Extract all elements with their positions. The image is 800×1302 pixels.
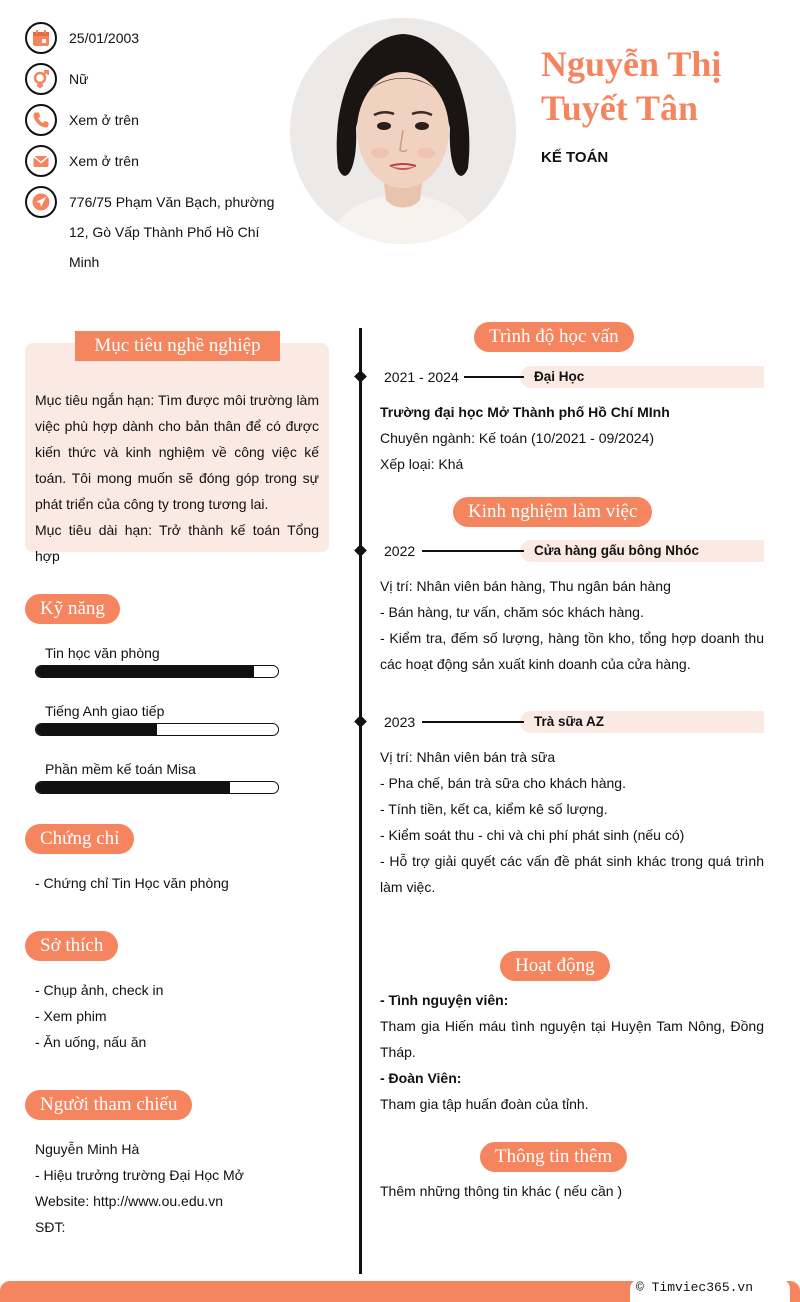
skill-bar — [35, 723, 279, 736]
skill-bar-fill — [36, 782, 230, 793]
job-company: Trà sữa AZ — [534, 714, 605, 729]
contact-address — [25, 186, 274, 277]
timeline-marker — [354, 370, 367, 383]
contact-phone — [25, 104, 139, 136]
skill-bar-fill — [36, 666, 254, 677]
job-line: Vị trí: Nhân viên bán hàng, Thu ngân bán hàng — [380, 578, 671, 594]
job-company: Cửa hàng gấu bông Nhóc — [534, 543, 700, 558]
address-text — [69, 186, 274, 277]
certificates-title: Chứng chỉ — [25, 824, 134, 854]
location-icon — [25, 186, 57, 218]
address-line: 12, Gò Vấp Thành Phố Hồ Chí — [69, 224, 260, 240]
job-details — [380, 573, 764, 677]
additional-title: Thông tin thêm — [480, 1142, 627, 1172]
objective-short-term: Mục tiêu ngắn hạn: Tìm được môi trường làm việc phù hợp dành cho bản thân để có được kiến thức và kinh nghiệm về công việc kế toán. Tôi mong muốn sẽ đóng góp trong sự phát triển của công ty trong tương lai. — [35, 392, 319, 512]
contact-email — [25, 145, 139, 177]
job-line: - Hỗ trợ giải quyết các vấn đề phát sinh khác trong quá trình làm việc. — [380, 853, 764, 895]
education-title: Trình độ học vấn — [474, 322, 634, 352]
job-year: 2023 — [384, 711, 417, 733]
gender-text: Nữ — [69, 71, 89, 87]
reference-line: Nguyễn Minh Hà — [35, 1141, 140, 1157]
hobby-item: - Ăn uống, nấu ăn — [35, 1034, 147, 1050]
hobbies-list — [35, 977, 163, 1055]
birthday-text: 25/01/2003 — [69, 30, 140, 46]
timeline-marker — [354, 715, 367, 728]
hobbies-title: Sở thích — [25, 931, 118, 961]
references-title: Người tham chiếu — [25, 1090, 192, 1120]
education-school: Trường đại học Mở Thành phố Hồ Chí MInh — [380, 404, 670, 420]
skill-name: Tin học văn phòng — [45, 645, 160, 661]
volunteer-label: - Tình nguyện viên: — [380, 992, 509, 1008]
experience-row — [380, 540, 764, 562]
hobby-item: - Xem phim — [35, 1008, 107, 1024]
experience-row — [380, 711, 764, 733]
objective-title: Mục tiêu nghề nghiệp — [75, 331, 280, 361]
job-line: Vị trí: Nhân viên bán trà sữa — [380, 749, 556, 765]
name-line: Tuyết Tân — [541, 88, 699, 128]
skill-bar — [35, 781, 279, 794]
job-year: 2022 — [384, 540, 417, 562]
candidate-name — [541, 42, 791, 130]
certificate-item: - Chứng chỉ Tin Học văn phòng — [35, 875, 229, 891]
education-major: Chuyên ngành: Kế toán (10/2021 - 09/2024) — [380, 430, 654, 446]
skill-bar-fill — [36, 724, 157, 735]
address-line: Minh — [69, 254, 100, 270]
timeline-marker — [354, 544, 367, 557]
reference-line: SĐT: — [35, 1219, 66, 1235]
education-period: 2021 - 2024 — [384, 366, 461, 388]
objective-text — [35, 387, 319, 569]
job-line: - Tính tiền, kết ca, kiểm kê số lượng. — [380, 801, 608, 817]
row-connector — [422, 721, 524, 723]
activities-title: Hoạt động — [500, 951, 610, 981]
gender-icon — [25, 63, 57, 95]
row-connector — [464, 376, 524, 378]
education-degree: Đại Học — [534, 369, 585, 384]
calendar-icon — [25, 22, 57, 54]
job-title: KẾ TOÁN — [541, 149, 609, 166]
references-list — [35, 1136, 244, 1240]
email-text: Xem ở trên — [69, 153, 139, 169]
union-text: Tham gia tập huấn đoàn của tỉnh. — [380, 1096, 589, 1112]
activities-details — [380, 987, 764, 1117]
volunteer-text: Tham gia Hiến máu tình nguyện tại Huyện Tam Nông, Đồng Tháp. — [380, 1018, 764, 1060]
job-details — [380, 744, 764, 900]
row-connector — [422, 550, 524, 552]
job-line: - Kiểm tra, đếm số lượng, hàng tồn kho, tổng hợp doanh thu các hoạt động sản xuất kinh doanh của cửa hàng. — [380, 630, 764, 672]
skill-name: Phần mềm kế toán Misa — [45, 761, 196, 777]
skills-title: Kỹ năng — [25, 594, 120, 624]
objective-long-term: Mục tiêu dài hạn: Trở thành kế toán Tổng hợp — [35, 522, 319, 564]
mail-icon — [25, 145, 57, 177]
education-grade: Xếp loại: Khá — [380, 456, 464, 472]
hobby-item: - Chụp ảnh, check in — [35, 982, 164, 998]
contact-birthday — [25, 22, 139, 54]
name-line: Nguyễn Thị — [541, 44, 722, 84]
phone-text: Xem ở trên — [69, 112, 139, 128]
contact-gender — [25, 63, 88, 95]
job-line: - Kiểm soát thu - chi và chi phí phát sinh (nếu có) — [380, 827, 685, 843]
address-line: 776/75 Phạm Văn Bạch, phường — [69, 194, 275, 210]
timeline-line — [359, 328, 362, 1274]
job-line: - Bán hàng, tư vấn, chăm sóc khách hàng. — [380, 604, 644, 620]
experience-title: Kinh nghiệm làm việc — [453, 497, 652, 527]
footer-credit: © Timviec365.vn — [636, 1280, 754, 1295]
profile-photo — [290, 18, 516, 244]
reference-line: - Hiệu trưởng trường Đại Học Mở — [35, 1167, 244, 1183]
education-row — [380, 366, 764, 388]
reference-line: Website: http://www.ou.edu.vn — [35, 1193, 224, 1209]
job-line: - Pha chế, bán trà sữa cho khách hàng. — [380, 775, 626, 791]
phone-icon — [25, 104, 57, 136]
skill-name: Tiếng Anh giao tiếp — [45, 703, 165, 719]
skill-bar — [35, 665, 279, 678]
union-label: - Đoàn Viên: — [380, 1070, 462, 1086]
education-details — [380, 399, 764, 477]
additional-text: Thêm những thông tin khác ( nếu cần ) — [380, 1183, 623, 1199]
